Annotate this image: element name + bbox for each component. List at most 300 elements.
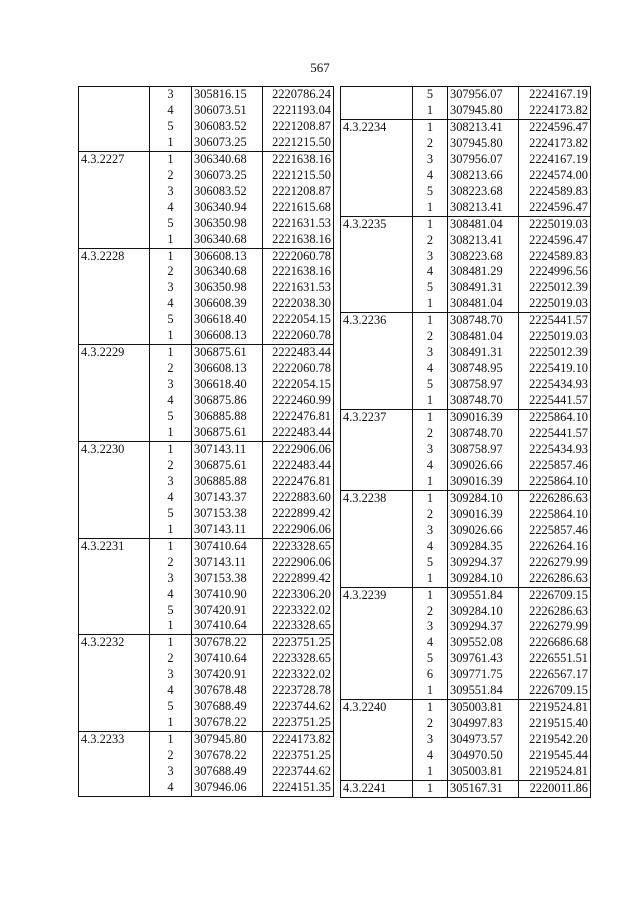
y-coordinate-cell: 2221215.50 (272, 167, 331, 182)
x-coordinate-cell: 306340.68 (192, 232, 263, 248)
y-coordinate-cell: 2225864.10 (529, 506, 588, 521)
point-number-cell: 2 (167, 554, 174, 569)
y-coordinate-cell: 2224167.19 (529, 151, 588, 166)
y-coordinate-cell: 2220786.24 (272, 87, 331, 101)
plot-id-cell: 4.3.2231 (79, 538, 150, 635)
point-number-cell: 1 (413, 313, 448, 329)
point-number-cell: 5 (426, 554, 434, 569)
point-number-cell: 4 (426, 167, 434, 182)
y-coordinate-cell: 2222060.78 (263, 248, 334, 264)
y-coordinate-cell: 2224996.56 (529, 264, 588, 279)
table-row (341, 490, 591, 506)
x-coordinate-cell: 308758.97 (448, 442, 519, 458)
x-coordinate-cell: 309284.10 (448, 571, 519, 587)
point-number-cell: 2 (167, 748, 174, 763)
y-coordinate-cell: 2226279.99 (529, 619, 588, 634)
point-number-cell: 1 (413, 410, 448, 426)
x-coordinate-cell: 308481.04 (448, 329, 519, 345)
y-coordinate-cell: 2221193.04 (272, 102, 331, 117)
point-number-cell: 1 (413, 490, 448, 506)
x-coordinate-cell: 307410.64 (192, 618, 263, 634)
point-number-cell: 4 (167, 393, 174, 408)
y-coordinate-cell: 2224596.47 (529, 232, 588, 247)
point-number-cell: 1 (413, 780, 448, 797)
point-number-cell: 1 (167, 328, 174, 343)
x-coordinate-cell: 307688.49 (192, 699, 263, 715)
y-coordinate-cell: 2225434.93 (529, 441, 588, 456)
point-number-cell: 3 (426, 522, 434, 537)
point-number-cell: 4 (426, 635, 434, 650)
point-number-cell: 1 (167, 425, 174, 440)
y-coordinate-cell: 2224167.19 (529, 87, 588, 101)
point-number-cell: 3 (167, 667, 174, 682)
x-coordinate-cell: 309016.39 (448, 410, 519, 426)
x-coordinate-cell: 305816.15 (192, 87, 263, 103)
point-number-cell: 2 (167, 651, 174, 666)
point-number-cell: 2 (426, 135, 434, 150)
y-coordinate-cell: 2224173.82 (529, 135, 588, 150)
point-number-cell: 1 (426, 102, 434, 117)
x-coordinate-cell: 307945.80 (192, 732, 263, 748)
y-coordinate-cell: 2220011.86 (519, 780, 591, 797)
y-coordinate-cell: 2224589.83 (529, 183, 588, 198)
point-number-cell: 2 (426, 716, 434, 731)
plot-id-cell: 4.3.2227 (79, 151, 150, 248)
point-number-cell: 4 (167, 489, 174, 504)
table-row (341, 587, 591, 603)
y-coordinate-cell: 2223751.25 (263, 635, 334, 651)
point-number-cell: 4 (167, 586, 174, 601)
x-coordinate-cell: 307420.91 (192, 667, 263, 683)
y-coordinate-cell: 2226709.15 (529, 683, 588, 698)
y-coordinate-cell: 2224173.82 (529, 102, 588, 117)
point-number-cell: 2 (167, 361, 174, 376)
x-coordinate-cell: 306608.13 (192, 328, 263, 344)
y-coordinate-cell: 2222483.44 (263, 345, 334, 361)
x-coordinate-cell: 309551.84 (448, 587, 519, 603)
point-number-cell: 2 (426, 603, 434, 618)
x-coordinate-cell: 307945.80 (448, 103, 519, 119)
y-coordinate-cell: 2222899.42 (272, 570, 331, 585)
x-coordinate-cell: 306340.68 (192, 264, 263, 280)
point-number-cell: 1 (150, 538, 192, 554)
x-coordinate-cell: 307946.06 (192, 780, 263, 796)
point-number-cell: 3 (426, 441, 434, 456)
y-coordinate-cell: 2225012.39 (529, 280, 588, 295)
point-number-cell: 4 (167, 683, 174, 698)
point-number-cell: 5 (426, 183, 434, 198)
y-coordinate-cell: 2223751.25 (272, 715, 331, 730)
table-row (79, 538, 334, 554)
y-coordinate-cell: 2226686.68 (529, 635, 588, 650)
point-number-cell: 3 (167, 280, 174, 295)
y-coordinate-cell: 2225019.03 (519, 216, 591, 232)
plot-id-cell: 4.3.2234 (341, 119, 413, 216)
y-coordinate-cell: 2226567.17 (529, 667, 588, 682)
x-coordinate-cell: 307678.22 (192, 748, 263, 764)
y-coordinate-cell: 2222060.78 (272, 361, 331, 376)
plot-id-cell: 4.3.2232 (79, 635, 150, 732)
y-coordinate-cell: 2219545.44 (529, 748, 588, 763)
y-coordinate-cell: 2226286.63 (529, 570, 588, 585)
x-coordinate-cell: 306875.61 (192, 425, 263, 441)
y-coordinate-cell: 2225441.57 (529, 393, 588, 408)
point-number-cell: 3 (167, 473, 174, 488)
x-coordinate-cell: 309284.10 (448, 604, 519, 620)
y-coordinate-cell: 2225419.10 (529, 361, 588, 376)
x-coordinate-cell: 309771.75 (448, 667, 519, 683)
x-coordinate-cell: 307410.64 (192, 538, 263, 554)
y-coordinate-cell: 2222054.15 (272, 377, 331, 392)
point-number-cell: 1 (413, 587, 448, 603)
x-coordinate-cell: 307956.07 (448, 87, 519, 103)
point-number-cell: 2 (426, 232, 434, 247)
y-coordinate-cell: 2225019.03 (529, 329, 588, 344)
point-number-cell: 4 (167, 779, 174, 794)
y-coordinate-cell: 2226709.15 (519, 587, 591, 603)
x-coordinate-cell: 306875.86 (192, 393, 263, 409)
point-number-cell: 5 (167, 312, 174, 327)
plot-id-cell (341, 87, 413, 120)
point-number-cell: 3 (167, 764, 174, 779)
table-row (341, 119, 591, 135)
point-number-cell: 5 (426, 651, 434, 666)
point-number-cell: 2 (167, 457, 174, 472)
x-coordinate-cell: 309552.08 (448, 635, 519, 651)
table-row (341, 216, 591, 232)
point-number-cell: 5 (167, 118, 174, 133)
y-coordinate-cell: 2222060.78 (272, 328, 331, 343)
x-coordinate-cell: 307688.49 (192, 764, 263, 780)
x-coordinate-cell: 307420.91 (192, 603, 263, 619)
x-coordinate-cell: 306618.40 (192, 377, 263, 393)
x-coordinate-cell: 306885.88 (192, 474, 263, 490)
y-coordinate-cell: 2223328.65 (263, 538, 334, 554)
y-coordinate-cell: 2224596.47 (519, 119, 591, 135)
plot-id-cell: 4.3.2230 (79, 441, 150, 538)
point-number-cell: 1 (150, 248, 192, 264)
y-coordinate-cell: 2221631.53 (272, 280, 331, 295)
plot-id-cell: 4.3.2241 (341, 780, 413, 797)
y-coordinate-cell: 2225864.10 (519, 410, 591, 426)
point-number-cell: 1 (426, 570, 434, 585)
plot-id-cell: 4.3.2233 (79, 732, 150, 797)
point-number-cell: 1 (426, 393, 434, 408)
y-coordinate-cell: 2221638.16 (272, 264, 331, 279)
point-number-cell: 1 (426, 296, 434, 311)
table-row (341, 410, 591, 426)
y-coordinate-cell: 2223328.65 (272, 651, 331, 666)
x-coordinate-cell: 306885.88 (192, 409, 263, 425)
plot-id-cell: 4.3.2239 (341, 587, 413, 700)
x-coordinate-cell: 309294.37 (448, 619, 519, 635)
plot-id-cell: 4.3.2236 (341, 313, 413, 410)
x-coordinate-cell: 304997.83 (448, 716, 519, 732)
point-number-cell: 5 (426, 87, 434, 101)
x-coordinate-cell: 308748.70 (448, 393, 519, 409)
x-coordinate-cell: 308491.31 (448, 345, 519, 361)
x-coordinate-cell: 309551.84 (448, 683, 519, 699)
x-coordinate-cell: 308481.04 (448, 296, 519, 312)
point-number-cell: 1 (426, 683, 434, 698)
y-coordinate-cell: 2222476.81 (272, 409, 331, 424)
y-coordinate-cell: 2224151.35 (272, 779, 331, 794)
x-coordinate-cell: 309294.37 (448, 555, 519, 571)
point-number-cell: 3 (426, 732, 434, 747)
x-coordinate-cell: 308223.68 (448, 249, 519, 265)
x-coordinate-cell: 306350.98 (192, 216, 263, 232)
y-coordinate-cell: 2226279.99 (529, 554, 588, 569)
x-coordinate-cell: 307678.48 (192, 683, 263, 699)
point-number-cell: 3 (426, 345, 434, 360)
x-coordinate-cell: 304973.57 (448, 732, 519, 748)
y-coordinate-cell: 2226264.16 (529, 538, 588, 553)
table-row (79, 248, 334, 264)
x-coordinate-cell: 309026.66 (448, 523, 519, 539)
point-number-cell: 4 (167, 199, 174, 214)
x-coordinate-cell: 307153.38 (192, 571, 263, 587)
x-coordinate-cell: 305003.81 (448, 700, 519, 716)
y-coordinate-cell: 2222906.06 (272, 554, 331, 569)
y-coordinate-cell: 2222883.60 (272, 489, 331, 504)
x-coordinate-cell: 307143.11 (192, 441, 263, 457)
x-coordinate-cell: 308481.29 (448, 264, 519, 280)
x-coordinate-cell: 305167.31 (448, 780, 519, 797)
y-coordinate-cell: 2223328.65 (272, 618, 331, 633)
y-coordinate-cell: 2225434.93 (529, 377, 588, 392)
y-coordinate-cell: 2225012.39 (529, 345, 588, 360)
point-number-cell: 2 (426, 506, 434, 521)
y-coordinate-cell: 2219524.81 (519, 700, 591, 716)
table-row (341, 313, 591, 329)
point-number-cell: 1 (167, 618, 174, 633)
point-number-cell: 1 (413, 216, 448, 232)
table-row (341, 780, 591, 797)
x-coordinate-cell: 306608.13 (192, 361, 263, 377)
y-coordinate-cell: 2224596.47 (529, 199, 588, 214)
y-coordinate-cell: 2222906.06 (263, 441, 334, 457)
y-coordinate-cell: 2219542.20 (529, 732, 588, 747)
x-coordinate-cell: 306340.94 (192, 200, 263, 216)
x-coordinate-cell: 307956.07 (448, 152, 519, 168)
point-number-cell: 5 (167, 602, 174, 617)
plot-id-cell: 4.3.2229 (79, 345, 150, 442)
point-number-cell: 4 (426, 457, 434, 472)
point-number-cell: 3 (426, 151, 434, 166)
x-coordinate-cell: 309016.39 (448, 474, 519, 490)
y-coordinate-cell: 2222460.99 (272, 393, 331, 408)
x-coordinate-cell: 306073.51 (192, 103, 263, 119)
x-coordinate-cell: 306875.61 (192, 345, 263, 361)
point-number-cell: 3 (426, 248, 434, 263)
x-coordinate-cell: 306350.98 (192, 280, 263, 296)
x-coordinate-cell: 307945.80 (448, 136, 519, 152)
x-coordinate-cell: 307143.11 (192, 555, 263, 571)
point-number-cell: 5 (167, 215, 174, 230)
y-coordinate-cell: 2221208.87 (272, 118, 331, 133)
point-number-cell: 4 (167, 102, 174, 117)
y-coordinate-cell: 2221638.16 (263, 151, 334, 167)
y-coordinate-cell: 2225019.03 (529, 296, 588, 311)
table-row (79, 732, 334, 748)
plot-id-cell: 4.3.2237 (341, 410, 413, 491)
point-number-cell: 2 (167, 167, 174, 182)
x-coordinate-cell: 309026.66 (448, 458, 519, 474)
x-coordinate-cell: 309284.10 (448, 490, 519, 506)
point-number-cell: 1 (413, 119, 448, 135)
table-row (79, 87, 334, 103)
y-coordinate-cell: 2223322.02 (272, 667, 331, 682)
y-coordinate-cell: 2219515.40 (529, 716, 588, 731)
y-coordinate-cell: 2221638.16 (272, 231, 331, 246)
x-coordinate-cell: 306875.61 (192, 458, 263, 474)
y-coordinate-cell: 2226286.63 (519, 490, 591, 506)
y-coordinate-cell: 2223744.62 (272, 764, 331, 779)
x-coordinate-cell: 309284.35 (448, 539, 519, 555)
point-number-cell: 1 (167, 521, 174, 536)
point-number-cell: 6 (426, 667, 434, 682)
x-coordinate-cell: 309761.43 (448, 651, 519, 667)
y-coordinate-cell: 2225857.46 (529, 522, 588, 537)
point-number-cell: 4 (426, 538, 434, 553)
point-number-cell: 4 (426, 748, 434, 763)
y-coordinate-cell: 2219524.81 (529, 764, 588, 779)
x-coordinate-cell: 308213.41 (448, 119, 519, 135)
y-coordinate-cell: 2225864.10 (529, 473, 588, 488)
y-coordinate-cell: 2222906.06 (272, 521, 331, 536)
point-number-cell: 2 (167, 264, 174, 279)
x-coordinate-cell: 308748.70 (448, 426, 519, 442)
x-coordinate-cell: 307153.38 (192, 506, 263, 522)
x-coordinate-cell: 308748.95 (448, 361, 519, 377)
x-coordinate-cell: 306083.52 (192, 184, 263, 200)
point-number-cell: 1 (426, 764, 434, 779)
point-number-cell: 1 (150, 441, 192, 457)
y-coordinate-cell: 2221208.87 (272, 183, 331, 198)
plot-id-cell: 4.3.2238 (341, 490, 413, 587)
point-number-cell: 5 (426, 377, 434, 392)
y-coordinate-cell: 2222899.42 (272, 505, 331, 520)
x-coordinate-cell: 308213.41 (448, 233, 519, 249)
x-coordinate-cell: 308213.66 (448, 168, 519, 184)
x-coordinate-cell: 308748.70 (448, 313, 519, 329)
plot-id-cell: 4.3.2228 (79, 248, 150, 345)
y-coordinate-cell: 2225441.57 (519, 313, 591, 329)
x-coordinate-cell: 306073.25 (192, 168, 263, 184)
page-number: 567 (310, 60, 330, 75)
y-coordinate-cell: 2223751.25 (272, 748, 331, 763)
y-coordinate-cell: 2222054.15 (272, 312, 331, 327)
point-number-cell: 5 (167, 505, 174, 520)
x-coordinate-cell: 307678.22 (192, 715, 263, 731)
x-coordinate-cell: 307143.37 (192, 490, 263, 506)
point-number-cell: 4 (426, 361, 434, 376)
y-coordinate-cell: 2222483.44 (272, 457, 331, 472)
table-row (341, 700, 591, 716)
y-coordinate-cell: 2222038.30 (272, 296, 331, 311)
coordinate-table-left (78, 86, 334, 797)
point-number-cell: 3 (426, 619, 434, 634)
y-coordinate-cell: 2223322.02 (272, 602, 331, 617)
x-coordinate-cell: 306608.13 (192, 248, 263, 264)
y-coordinate-cell: 2223306.20 (272, 586, 331, 601)
x-coordinate-cell: 304970.50 (448, 748, 519, 764)
y-coordinate-cell: 2225857.46 (529, 457, 588, 472)
x-coordinate-cell: 308491.31 (448, 280, 519, 296)
point-number-cell: 1 (150, 635, 192, 651)
point-number-cell: 3 (167, 377, 174, 392)
x-coordinate-cell: 306618.40 (192, 312, 263, 328)
x-coordinate-cell: 306608.39 (192, 296, 263, 312)
y-coordinate-cell: 2224574.00 (529, 167, 588, 182)
x-coordinate-cell: 307143.11 (192, 522, 263, 538)
table-row (79, 441, 334, 457)
point-number-cell: 4 (426, 264, 434, 279)
point-number-cell: 2 (426, 426, 434, 441)
x-coordinate-cell: 306073.25 (192, 135, 263, 151)
point-number-cell: 3 (167, 183, 174, 198)
point-number-cell: 1 (167, 231, 174, 246)
y-coordinate-cell: 2226286.63 (529, 603, 588, 618)
point-number-cell: 4 (167, 296, 174, 311)
y-coordinate-cell: 2224589.83 (529, 248, 588, 263)
point-number-cell: 5 (167, 409, 174, 424)
point-number-cell: 5 (426, 280, 434, 295)
y-coordinate-cell: 2222483.44 (272, 425, 331, 440)
x-coordinate-cell: 306083.52 (192, 119, 263, 135)
x-coordinate-cell: 305003.81 (448, 764, 519, 780)
x-coordinate-cell: 308213.41 (448, 200, 519, 216)
plot-id-cell: 4.3.2235 (341, 216, 413, 313)
y-coordinate-cell: 2223728.78 (272, 683, 331, 698)
x-coordinate-cell: 309016.39 (448, 507, 519, 523)
table-row (79, 635, 334, 651)
point-number-cell: 2 (426, 329, 434, 344)
table-row (79, 345, 334, 361)
coordinate-table-right (340, 86, 591, 798)
y-coordinate-cell: 2225441.57 (529, 426, 588, 441)
point-number-cell: 1 (150, 732, 192, 748)
y-coordinate-cell: 2222476.81 (272, 473, 331, 488)
point-number-cell: 1 (150, 151, 192, 167)
point-number-cell: 1 (167, 715, 174, 730)
point-number-cell: 1 (426, 199, 434, 214)
y-coordinate-cell: 2224173.82 (263, 732, 334, 748)
x-coordinate-cell: 306340.68 (192, 151, 263, 167)
y-coordinate-cell: 2226551.51 (529, 651, 588, 666)
point-number-cell: 3 (167, 570, 174, 585)
x-coordinate-cell: 307410.64 (192, 651, 263, 667)
x-coordinate-cell: 308758.97 (448, 377, 519, 393)
plot-id-cell: 4.3.2240 (341, 700, 413, 781)
point-number-cell: 1 (413, 700, 448, 716)
point-number-cell: 1 (150, 345, 192, 361)
plot-id-cell (79, 87, 150, 152)
table-row (79, 151, 334, 167)
x-coordinate-cell: 307410.90 (192, 587, 263, 603)
y-coordinate-cell: 2221615.68 (272, 199, 331, 214)
point-number-cell: 3 (167, 87, 174, 101)
point-number-cell: 1 (167, 134, 174, 149)
point-number-cell: 1 (426, 473, 434, 488)
table-row (341, 87, 591, 103)
x-coordinate-cell: 308223.68 (448, 184, 519, 200)
point-number-cell: 5 (167, 699, 174, 714)
y-coordinate-cell: 2223744.62 (272, 699, 331, 714)
y-coordinate-cell: 2221631.53 (272, 215, 331, 230)
y-coordinate-cell: 2221215.50 (272, 134, 331, 149)
x-coordinate-cell: 308481.04 (448, 216, 519, 232)
